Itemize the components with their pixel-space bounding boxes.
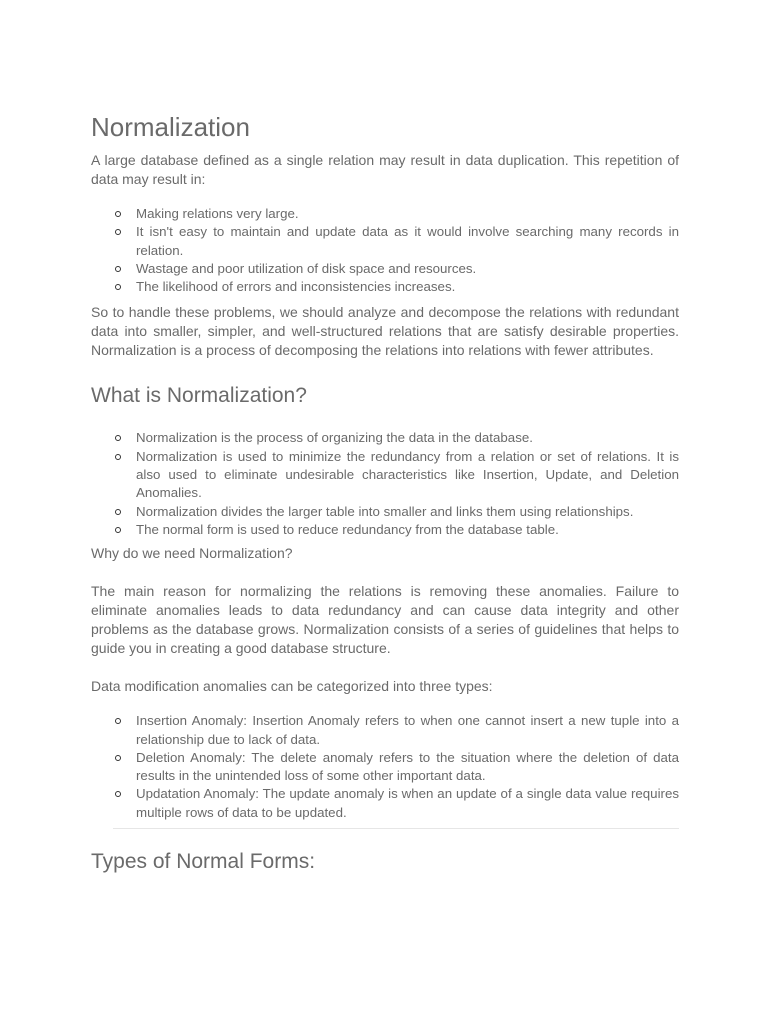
anomalies-list bbox=[91, 712, 679, 822]
list-item-text: Normalization is used to minimize the redundancy from a relation or set of relations. It is also used to eliminate undesirable characteristics like Insertion, Update, and Deletion Anomalies. bbox=[136, 448, 679, 501]
circle-bullet-icon bbox=[115, 454, 121, 460]
list-item-text: It isn't easy to maintain and update data as it would involve searching many records in relation. bbox=[136, 224, 679, 258]
circle-bullet-icon bbox=[115, 791, 121, 797]
heading-normalization: Normalization bbox=[91, 112, 250, 142]
list-item bbox=[136, 278, 679, 296]
circle-bullet-icon bbox=[115, 211, 121, 217]
section-divider bbox=[113, 828, 679, 829]
document-page bbox=[91, 112, 679, 875]
circle-bullet-icon bbox=[115, 718, 121, 724]
heading-types-of-normal-forms: Types of Normal Forms: bbox=[91, 850, 316, 874]
intro-paragraph: A large database defined as a single relation may result in data duplication. This repetition of data may result in: bbox=[91, 152, 679, 187]
why-heading: Why do we need Normalization? bbox=[91, 545, 293, 562]
definition-list bbox=[91, 429, 679, 539]
list-item-text: Normalization is the process of organizing the data in the database. bbox=[136, 430, 533, 446]
circle-bullet-icon bbox=[115, 509, 121, 515]
list-item bbox=[136, 712, 679, 749]
circle-bullet-icon bbox=[115, 229, 121, 235]
list-item-text: The likelihood of errors and inconsistencies increases. bbox=[136, 279, 456, 295]
list-item bbox=[136, 503, 679, 521]
duplication-effects-list bbox=[91, 205, 679, 296]
list-item-text: Updatation Anomaly: The update anomaly is when an update of a single data value requires multiple rows of data to be updated. bbox=[136, 786, 679, 820]
list-item-text: Insertion Anomaly: Insertion Anomaly refers to when one cannot insert a new tuple into a relationship due to lack of data. bbox=[136, 713, 679, 747]
reason-paragraph: The main reason for normalizing the relations is removing these anomalies. Failure to eliminate anomalies leads to data redundancy and can cause data integrity and other problems as the database grows. Normalization consists of a series of guidelines that helps to guide you in creating a good database structure. bbox=[91, 583, 679, 657]
heading-what-is-normalization: What is Normalization? bbox=[91, 384, 307, 408]
circle-bullet-icon bbox=[115, 435, 121, 441]
circle-bullet-icon bbox=[115, 266, 121, 272]
anomalies-intro: Data modification anomalies can be categorized into three types: bbox=[91, 678, 493, 695]
list-item bbox=[136, 448, 679, 503]
list-item bbox=[136, 260, 679, 278]
list-item-text: Making relations very large. bbox=[136, 206, 299, 221]
list-item bbox=[136, 429, 679, 447]
circle-bullet-icon bbox=[115, 527, 121, 533]
list-item bbox=[136, 785, 679, 822]
circle-bullet-icon bbox=[115, 284, 121, 290]
list-item bbox=[136, 749, 679, 786]
list-item bbox=[136, 223, 679, 260]
list-item-text: Deletion Anomaly: The delete anomaly refers to the situation where the deletion of data results in the unintended loss of some other important data. bbox=[136, 749, 679, 784]
solution-paragraph: So to handle these problems, we should analyze and decompose the relations with redundant data into smaller, simpler, and well-structured relations that are satisfy desirable properties. Normalization is a process of decomposing the relations into relations with fewer attributes. bbox=[91, 304, 679, 359]
list-item-text: The normal form is used to reduce redundancy from the database table. bbox=[136, 521, 559, 537]
list-item-text: Wastage and poor utilization of disk space and resources. bbox=[136, 260, 477, 276]
list-item bbox=[136, 205, 679, 223]
list-item-text: Normalization divides the larger table into smaller and links them using relationships. bbox=[136, 503, 634, 519]
circle-bullet-icon bbox=[115, 755, 121, 761]
list-item bbox=[136, 521, 679, 539]
